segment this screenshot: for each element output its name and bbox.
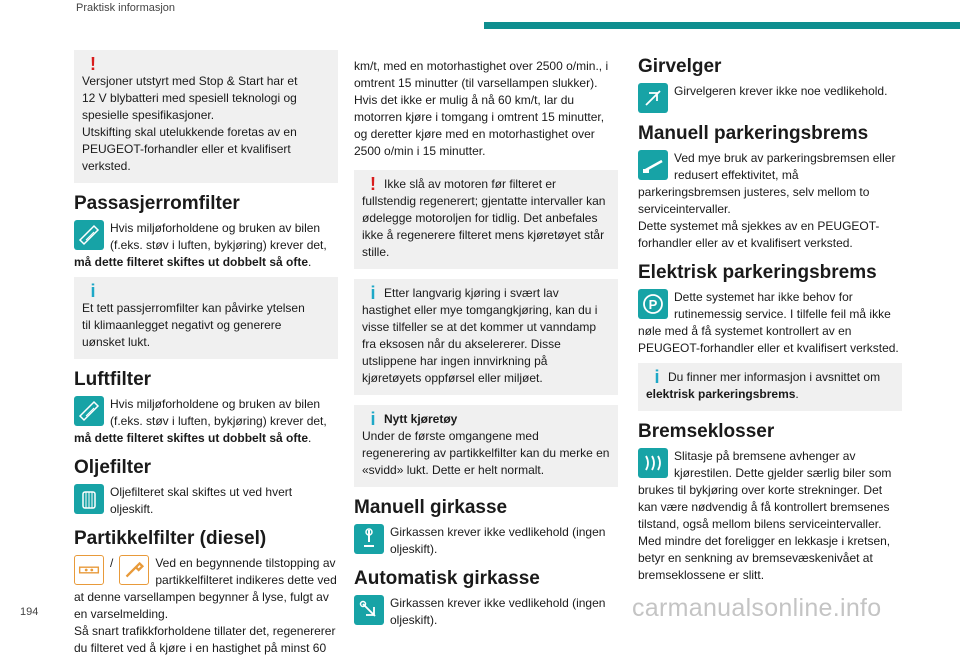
heading-elektrisk-parkeringsbrems: Elektrisk parkeringsbrems bbox=[638, 262, 877, 283]
filter-icon bbox=[74, 220, 104, 250]
manuell-park-text-2: Dette systemet må sjekkes av en PEUGEOT-forhandler eller av et kvalifisert verksted. bbox=[638, 219, 880, 250]
heading-bremseklosser: Bremseklosser bbox=[638, 421, 775, 442]
handbrake-icon bbox=[638, 150, 668, 180]
section-elektrisk-parkeringsbrems bbox=[638, 289, 902, 357]
heading-oljefilter: Oljefilter bbox=[74, 457, 152, 478]
particle-filter-warning-icon bbox=[74, 555, 104, 585]
info-text: Etter langvarig kjøring i svært lav hastighet eller mye tomgangkjøring, kan du i visse tilfeller se at det kommer ut vanndamp fra eksosen når du akselererer. Disse utslippene har ingen innvirkning på kjøretøyets oppførsel eller miljøet. bbox=[362, 286, 598, 385]
info-title: Nytt kjøretøy bbox=[384, 412, 458, 426]
section-automatisk-girkasse bbox=[354, 595, 618, 629]
accent-bar bbox=[484, 22, 960, 29]
info-box-nytt-kjoretoy bbox=[354, 405, 618, 487]
info-icon: i bbox=[370, 409, 376, 429]
watermark: carmanualsonline.info bbox=[632, 594, 882, 622]
heading-manuell-parkeringsbrems: Manuell parkeringsbrems bbox=[638, 123, 869, 144]
partikkel-text-2: Så snart trafikkforholdene tillater det, regenererer du filteret ved å kjøre i en hastighet på minst 60 bbox=[74, 624, 336, 655]
auto-gir-text: Girkassen krever ikke vedlikehold (ingen oljeskift). bbox=[390, 596, 606, 627]
info-box-elektrisk: i Du finner mer informasjon i avsnittet om elektrisk parkeringsbrems. bbox=[638, 363, 902, 411]
info-link-text: elektrisk parkeringsbrems bbox=[646, 387, 796, 401]
olje-text: Oljefilteret skal skiftes ut ved hvert oljeskift. bbox=[110, 485, 293, 516]
page-number: 194 bbox=[20, 606, 39, 618]
oil-filter-icon bbox=[74, 484, 104, 514]
heading-girvelger: Girvelger bbox=[638, 56, 722, 77]
section-partikkelfilter bbox=[74, 555, 338, 657]
info-icon: i bbox=[90, 281, 96, 301]
warning-icon: ! bbox=[90, 54, 96, 74]
brake-pads-icon bbox=[638, 448, 668, 478]
heading-luftfilter: Luftfilter bbox=[74, 369, 152, 390]
section-girvelger bbox=[638, 83, 902, 113]
separator: / bbox=[110, 556, 114, 570]
heading-automatisk-girkasse: Automatisk girkasse bbox=[354, 568, 540, 589]
partikkel-text: Ved en begynnende tilstopping av partikkelfilteret indikeres dette ved at denne varsellampen begynner å lyse, fulgt av en varselmelding. bbox=[74, 556, 337, 621]
info-text: Under de første omgangene med regenerering av partikkelfilter kan du merke en «svidd» lukt. Dette er helt normalt. bbox=[362, 429, 610, 477]
continuation-text: km/t, med en motorhastighet over 2500 o/min., i omtrent 15 minutter (til varsellampen slukker). Hvis det ikke er mulig å nå 60 km/t, lar du motorren kjøre i tomgang i omtrent 15 minutter, og deretter kjøre med en motorhastighet over 2500 o/min i 15 minutter. bbox=[354, 59, 609, 158]
info-box-vanndamp bbox=[354, 279, 618, 395]
section-oljefilter bbox=[74, 484, 338, 518]
warning-box-regenerering bbox=[354, 170, 618, 269]
info-text: Du finner mer informasjon i avsnittet om bbox=[668, 370, 881, 384]
column-3 bbox=[638, 52, 902, 590]
gear-selector-icon bbox=[638, 83, 668, 113]
info-text: Et tett passjerromfilter kan påvirke ytelsen til klimaanlegget negativt og generere uønsket lukt. bbox=[82, 301, 305, 349]
heading-manuell-girkasse: Manuell girkasse bbox=[354, 497, 508, 518]
section-bremseklosser bbox=[638, 448, 902, 584]
passasjer-text: Hvis miljøforholdene og bruken av bilen (f.eks. støv i luften, bykjøring) krever det, bbox=[110, 221, 327, 252]
manuell-gir-text: Girkassen krever ikke vedlikehold (ingen oljeskift). bbox=[390, 525, 606, 556]
passasjer-bold: må dette filteret skiftes ut dobbelt så ofte bbox=[74, 255, 309, 269]
info-icon: i bbox=[370, 283, 376, 303]
heading-passasjerromfilter: Passasjerromfilter bbox=[74, 193, 240, 214]
warning-text-2: Utskifting skal utelukkende foretas av en PEUGEOT-forhandler eller et kvalifisert verksted. bbox=[82, 125, 297, 173]
elektrisk-text: Dette systemet har ikke behov for rutinemessig service. I tilfelle feil må ikke nøle med å få systemet kontrollert av en PEUGEOT-forhandler eller et kvalifisert verksted. bbox=[638, 290, 899, 355]
warning-box-battery bbox=[74, 50, 338, 183]
air-filter-icon bbox=[74, 396, 104, 426]
luft-bold: må dette filteret skiftes ut dobbelt så ofte bbox=[74, 431, 309, 445]
electric-parking-brake-icon bbox=[638, 289, 668, 319]
svg-text:P: P bbox=[648, 297, 658, 312]
heading-partikkelfilter: Partikkelfilter (diesel) bbox=[74, 528, 267, 549]
luft-text: Hvis miljøforholdene og bruken av bilen (f.eks. støv i luften, bykjøring) krever det, bbox=[110, 397, 327, 428]
running-header: Praktisk informasjon bbox=[76, 2, 176, 14]
column-1 bbox=[74, 50, 338, 663]
warning-icon: ! bbox=[370, 174, 376, 194]
info-icon: i bbox=[654, 367, 660, 387]
info-box-passasjer bbox=[74, 277, 338, 359]
section-luftfilter: Hvis miljøforholdene og bruken av bilen (f.eks. støv i luften, bykjøring) krever det, må dette filteret skiftes ut dobbelt så ofte. bbox=[74, 397, 327, 445]
service-wrench-icon bbox=[119, 555, 149, 585]
section-passasjerromfilter: Hvis miljøforholdene og bruken av bilen (f.eks. støv i luften, bykjøring) krever det, må dette filteret skiftes ut dobbelt så ofte. bbox=[74, 221, 327, 269]
manuell-park-text: Ved mye bruk av parkeringsbremsen eller redusert effektivitet, må parkeringsbremsen justeres, selv mellom to serviceintervaller. bbox=[638, 151, 896, 216]
warning-text: Ikke slå av motoren før filteret er fullstendig regenerert; gjentatte intervaller kan ødelegge motoroljen for tidlig. Det anbefales ikke å regenerere filteret mens kjøretøyet står stille. bbox=[362, 177, 606, 259]
section-manuell-girkasse bbox=[354, 524, 618, 558]
automatic-gearbox-icon bbox=[354, 595, 384, 625]
manual-gearbox-icon bbox=[354, 524, 384, 554]
girvelger-text: Girvelgeren krever ikke noe vedlikehold. bbox=[674, 84, 888, 98]
warning-text-1: Versjoner utstyrt med Stop & Start har et 12 V blybatteri med spesiell teknologi og spesielle spesifikasjoner. bbox=[82, 74, 298, 122]
column-2 bbox=[354, 58, 618, 635]
section-manuell-parkeringsbrems bbox=[638, 150, 902, 252]
bremse-text: Slitasje på bremsene avhenger av kjørestilen. Dette gjelder særlig biler som brukes til bykjøring over korte strekninger. Det kan være nødvendig å få kontrollert bremsenes tilstand, også mellom bilens serviceintervaller. Med mindre det foreligger en lekkasje i kretsen, betyr en senkning av bremsevæskenivået at bremseklossene er slitt. bbox=[638, 449, 892, 582]
